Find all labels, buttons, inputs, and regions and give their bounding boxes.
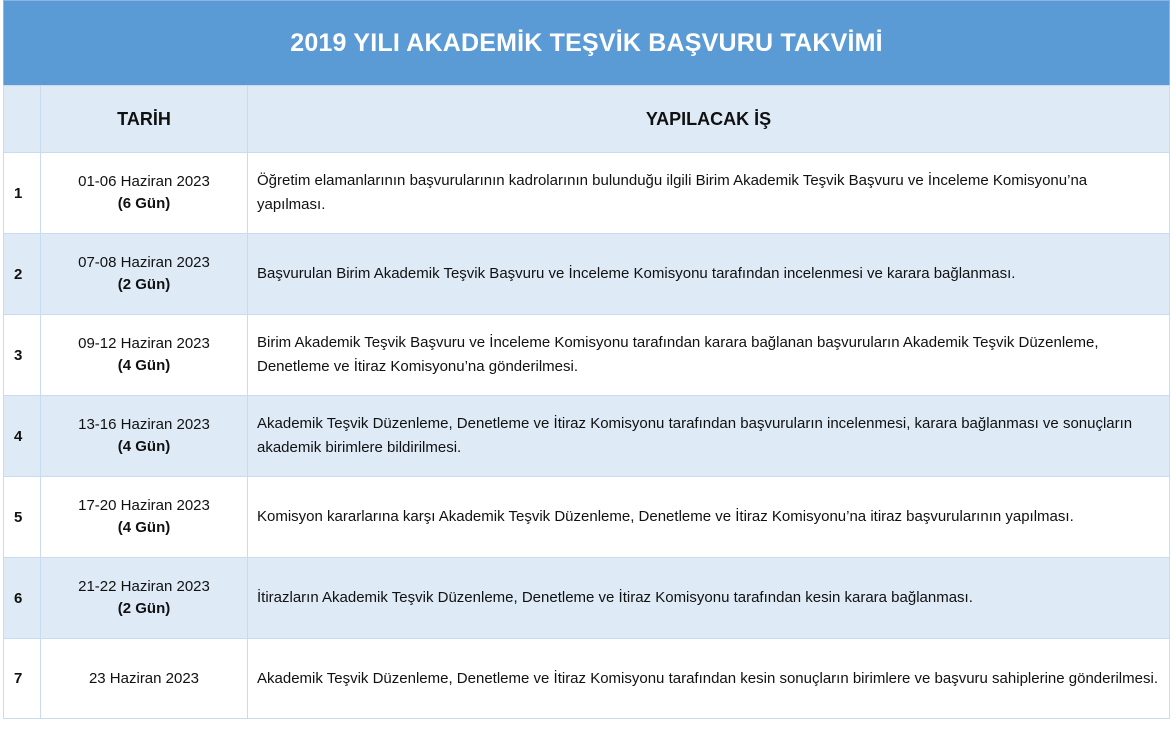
row-task: Başvurulan Birim Akademik Teşvik Başvuru ve İnceleme Komisyonu tarafından incelenmesi ve karara bağlanması. [248,234,1170,315]
row-duration: (2 Gün) [117,276,171,293]
row-date-cell [41,234,248,315]
row-date-cell [41,396,248,477]
row-date: 07-08 Haziran 2023 [78,254,210,271]
table-row [4,153,1170,234]
row-date: 23 Haziran 2023 [88,669,200,687]
table-row [4,396,1170,477]
schedule-table [3,85,1170,719]
number-column-header [4,86,41,153]
row-number: 3 [4,315,41,396]
row-number: 7 [4,639,41,719]
row-date-cell [41,315,248,396]
row-date: 01-06 Haziran 2023 [78,173,210,190]
calendar-sheet [3,0,1170,719]
row-number: 1 [4,153,41,234]
row-task: Komisyon kararlarına karşı Akademik Teşvik Düzenleme, Denetleme ve İtiraz Komisyonu’na itiraz başvurularının yapılması. [248,477,1170,558]
row-date-cell [41,153,248,234]
row-date-cell [41,639,248,719]
row-duration: (4 Gün) [117,438,171,455]
page-title: 2019 YILI AKADEMİK TEŞVİK BAŞVURU TAKVİMİ [3,0,1170,85]
row-duration: (2 Gün) [117,600,171,617]
row-duration: (6 Gün) [117,195,171,212]
row-number: 2 [4,234,41,315]
row-date-cell [41,558,248,639]
row-task: Birim Akademik Teşvik Başvuru ve İnceleme Komisyonu tarafından karara bağlanan başvuruların Akademik Teşvik Düzenleme, Denetleme ve İtiraz Komisyonu’na gönderilmesi. [248,315,1170,396]
table-row [4,477,1170,558]
row-date: 09-12 Haziran 2023 [78,335,210,352]
table-row [4,558,1170,639]
row-duration: (4 Gün) [117,519,171,536]
row-task: Akademik Teşvik Düzenleme, Denetleme ve İtiraz Komisyonu tarafından kesin sonuçların birimlere ve başvuru sahiplerine gönderilmesi. [248,639,1170,719]
row-task: Öğretim elamanlarının başvurularının kadrolarının bulunduğu ilgili Birim Akademik Teşvik Başvuru ve İnceleme Komisyonu’na yapılması. [248,153,1170,234]
row-date: 17-20 Haziran 2023 [78,497,210,514]
date-column-header: TARİH [41,86,248,153]
table-header-row [4,86,1170,153]
row-number: 4 [4,396,41,477]
row-date-cell [41,477,248,558]
row-duration: (4 Gün) [117,357,171,374]
task-column-header: YAPILACAK İŞ [248,86,1170,153]
row-date: 21-22 Haziran 2023 [78,578,210,595]
table-row [4,234,1170,315]
row-task: İtirazların Akademik Teşvik Düzenleme, Denetleme ve İtiraz Komisyonu tarafından kesin karara bağlanması. [248,558,1170,639]
table-row [4,315,1170,396]
row-task: Akademik Teşvik Düzenleme, Denetleme ve İtiraz Komisyonu tarafından başvuruların incelenmesi, karara bağlanması ve sonuçların akademik birimlere bildirilmesi. [248,396,1170,477]
row-number: 6 [4,558,41,639]
row-number: 5 [4,477,41,558]
row-date: 13-16 Haziran 2023 [78,416,210,433]
table-row [4,639,1170,719]
